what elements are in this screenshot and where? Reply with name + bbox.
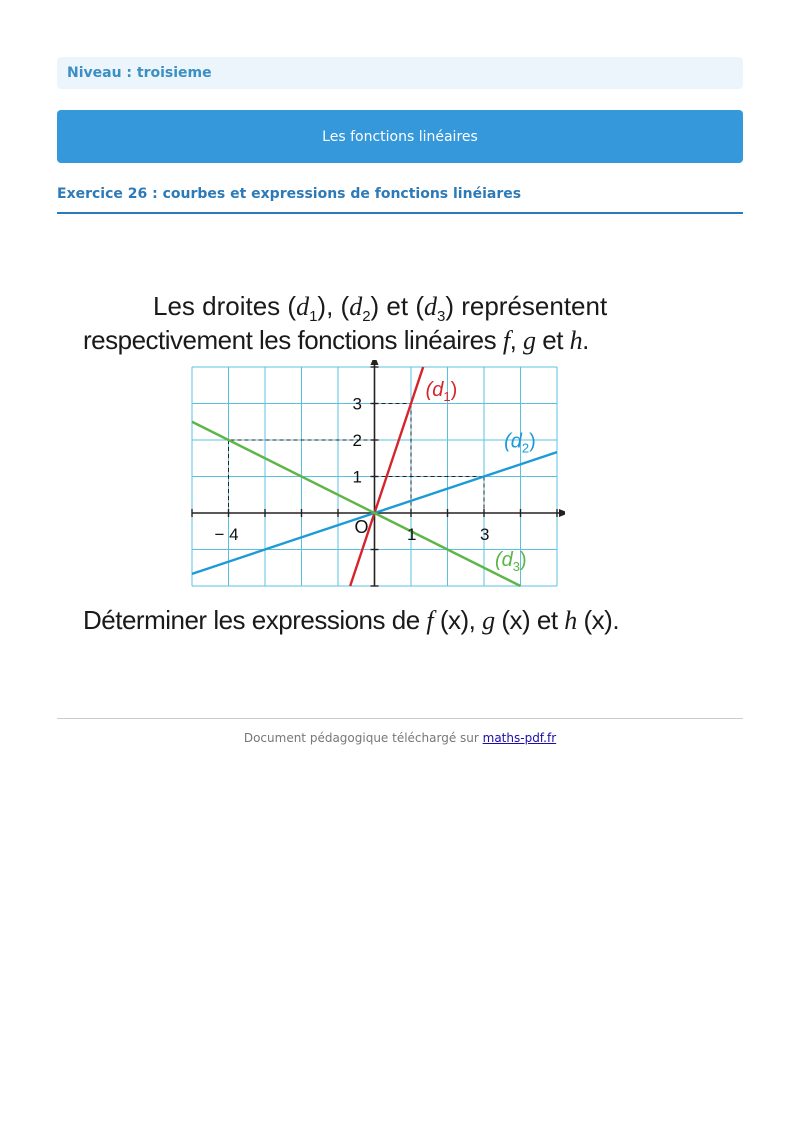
footer-divider	[57, 718, 743, 719]
footer-link[interactable]: maths-pdf.fr	[482, 731, 557, 745]
page-title: Les fonctions linéaires	[322, 128, 478, 145]
level-box	[57, 57, 743, 89]
linear-functions-graph	[185, 360, 565, 590]
statement-line-1: Les droites $(d_1)$, $(d_2)$ et $(d_3)$ représentent	[153, 291, 608, 325]
origin-label: O	[354, 517, 369, 537]
question-line: Déterminer les expressions de f (x), g (x) et h (x).	[83, 605, 620, 635]
y-tick-label: 2	[352, 431, 362, 450]
exercise-figure	[80, 285, 680, 635]
exercise-divider	[57, 212, 743, 214]
statement-line-2: respectivement les fonctions linéaires f, g et h.	[83, 325, 589, 355]
x-tick-label: − 4	[214, 525, 239, 544]
y-axis-arrow-icon	[371, 360, 379, 365]
level-label: Niveau : troisieme	[67, 65, 212, 81]
x-tick-label: 1	[407, 525, 417, 544]
series-label: $(d_2)$	[504, 430, 536, 456]
series-label: $(d_3)$	[494, 548, 527, 574]
y-tick-label: 1	[352, 467, 362, 487]
y-tick-label: 3	[352, 394, 362, 414]
exercise-title: Exercice 26 : courbes et expressions de fonctions linéiares	[57, 186, 522, 202]
footer-text: Document pédagogique téléchargé sur	[243, 731, 483, 745]
x-axis-arrow-icon	[559, 509, 565, 517]
x-tick-label: 3	[480, 525, 490, 544]
footer	[57, 731, 743, 745]
title-banner	[57, 110, 743, 163]
series-label: $(d_1)$	[425, 379, 458, 405]
